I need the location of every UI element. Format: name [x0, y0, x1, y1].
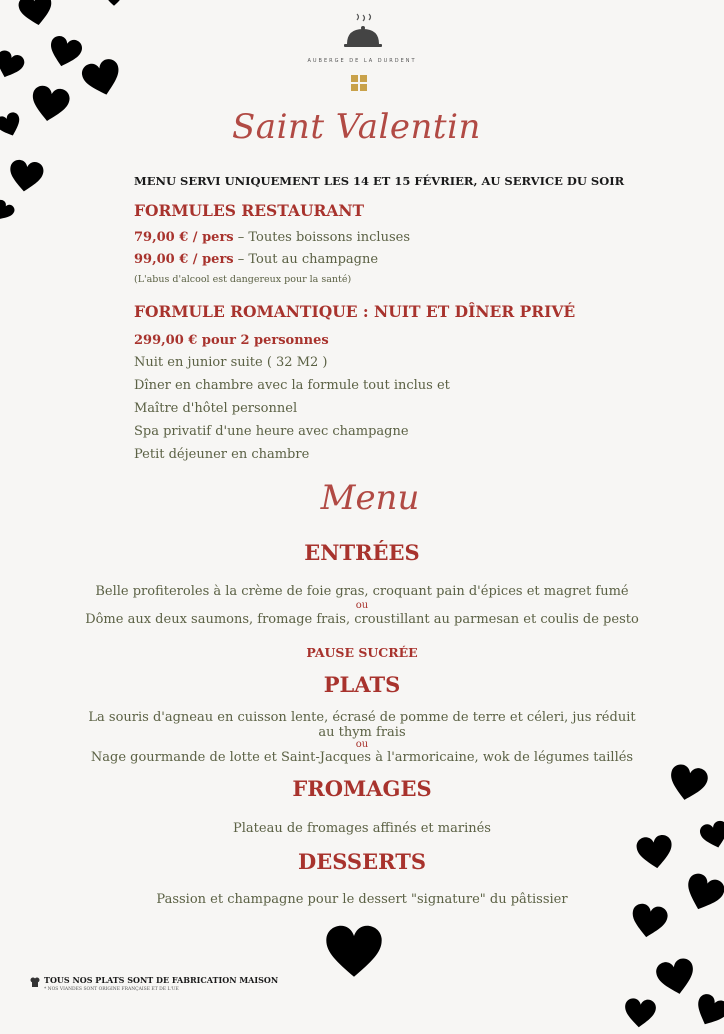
section-heading-formules: FORMULES RESTAURANT: [134, 201, 365, 220]
heart-decoration-icon: [78, 55, 126, 100]
alcohol-warning: (L'abus d'alcool est dangereux pour la santé): [134, 274, 352, 285]
logo-mark: [350, 74, 374, 94]
or-separator: ou: [355, 600, 369, 611]
romantique-item: Dîner en chambre avec la formule tout inclus et: [134, 378, 450, 393]
heart-decoration-icon: [619, 996, 661, 1029]
romantique-item: Petit déjeuner en chambre: [134, 447, 310, 462]
category-heading-desserts: DESSERTS: [298, 849, 426, 874]
romantique-item: Maître d'hôtel personnel: [134, 401, 298, 416]
dish-item: La souris d'agneau en cuisson lente, écrasé de pomme de terre et céleri, jus réduit: [88, 710, 636, 725]
dish-item: Dôme aux deux saumons, fromage frais, croustillant au parmesan et coulis de pesto: [85, 612, 639, 627]
dish-item: au thym frais: [318, 725, 406, 740]
formule-text: – Toutes boissons incluses: [233, 230, 410, 245]
formule-text: – Tout au champagne: [233, 252, 379, 267]
romantique-price: 299,00 € pour 2 personnes: [134, 333, 329, 348]
heart-decoration-icon: [0, 106, 26, 143]
heart-center-icon: [324, 924, 384, 978]
heart-decoration-icon: [26, 79, 73, 129]
dish-item: Passion et champagne pour le dessert "signature" du pâtissier: [156, 892, 568, 907]
logo-name: AUBERGE DE LA DURDENT: [307, 58, 417, 64]
heart-decoration-icon: [652, 950, 701, 1003]
heart-decoration-icon: [0, 44, 29, 86]
category-heading-plats: PLATS: [323, 672, 401, 697]
section-heading-romantique: FORMULE ROMANTIQUE : NUIT ET DÎNER PRIVÉ: [134, 302, 576, 321]
heart-decoration-icon: [104, 0, 124, 6]
formule-line: [134, 252, 378, 267]
heart-decoration-icon: [0, 193, 20, 230]
pause-sucree: PAUSE SUCRÉE: [306, 645, 418, 660]
chef-hat-icon: [30, 976, 40, 988]
romantique-item: Spa privatif d'une heure avec champagne: [134, 424, 409, 439]
formule-price: 79,00 € / pers: [134, 230, 234, 245]
heart-decoration-icon: [5, 154, 46, 199]
cloche-icon: [343, 8, 383, 50]
service-notice: MENU SERVI UNIQUEMENT LES 14 ET 15 FÉVRIER, AU SERVICE DU SOIR: [134, 174, 625, 188]
category-heading-fromages: FROMAGES: [292, 776, 432, 801]
dish-item: Belle profiteroles à la crème de foie gras, croquant pain d'épices et magret fumé: [95, 584, 629, 599]
footer-note: TOUS NOS PLATS SONT DE FABRICATION MAISON: [44, 975, 279, 985]
menu-title: Menu: [320, 478, 420, 518]
or-separator: ou: [355, 739, 369, 750]
formule-price: 99,00 € / pers: [134, 252, 234, 267]
heart-decoration-icon: [15, 0, 56, 29]
dish-item: Plateau de fromages affinés et marinés: [233, 821, 491, 836]
footer-subnote: * NOS VIANDES SONT ORIGINE FRANÇAISE ET DE L'UE: [44, 987, 179, 992]
romantique-item: Nuit en junior suite ( 32 M2 ): [134, 355, 328, 370]
formule-line: [134, 230, 410, 245]
category-heading-entrees: ENTRÉES: [304, 540, 420, 565]
dish-item: Nage gourmande de lotte et Saint-Jacques à l'armoricaine, wok de légumes taillés: [90, 750, 634, 765]
page-title: Saint Valentin: [232, 107, 481, 147]
